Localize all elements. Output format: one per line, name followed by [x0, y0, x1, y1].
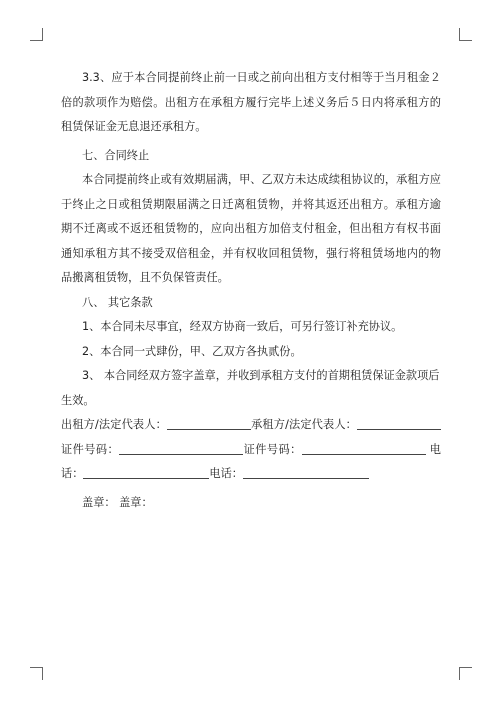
- id-label-part-a: 证: [61, 442, 73, 456]
- section-7-heading: 七、合同终止: [82, 148, 150, 162]
- crop-mark-bottom-left: [30, 667, 43, 680]
- lessor-rep-label: 出租方/法定代表人：: [61, 418, 167, 431]
- lessee-id-blank: [302, 442, 426, 455]
- section-7-body: 本合同提前终止或有效期届满，甲、乙双方未达成续租协议的，承租方应于终止之日或租赁期限届满之日迁离租赁物，并将其返还出租方。承租方逾期不迁离或不返还租赁物的，应向出租方加倍支付租金，但出租方有权书面通知承租方其不接受双倍租金，并有权收回租赁物，强行将租赁场地内的物品搬离租赁物，且不负保管责任。: [61, 173, 441, 284]
- crop-mark-top-left: [30, 28, 43, 41]
- lessee-rep-label: 承租方/法定代表人：: [250, 418, 357, 431]
- lessor-rep-blank: [167, 417, 251, 430]
- clause-item-3: 3、 本合同经双方签字盖章，并收到承租方支付的首期租赁保证金款项后生效。: [61, 369, 440, 407]
- section-8-heading: 八、 其它条款: [82, 295, 153, 309]
- lessee-phone-blank: [243, 466, 369, 479]
- crop-mark-bottom-right: [459, 667, 472, 680]
- lessee-rep-blank: [357, 417, 441, 430]
- phone-label-1: 电话：: [61, 442, 441, 480]
- id-label-part-b: 件号码：: [72, 442, 120, 456]
- stamp-line: 盖章： 盖章：: [82, 495, 153, 509]
- id-label: 证件号码：: [243, 442, 302, 456]
- lessor-phone-blank: [83, 466, 209, 479]
- signature-block: [61, 413, 441, 487]
- lessor-id-blank: [119, 442, 243, 455]
- clause-item-2: 2、本合同一式肆份，甲、乙双方各执贰份。: [82, 344, 302, 358]
- phone-label-2: 电话：: [209, 467, 243, 480]
- clause-3-3: 3.3、应于本合同提前终止前一日或之前向出租方支付相等于当月租金２倍的款项作为赔偿。出租方在承租方履行完毕上述义务后５日内将承租方的租赁保证金无息退还承租方。: [61, 71, 441, 133]
- document-body: [61, 66, 441, 515]
- clause-item-1: 1、本合同未尽事宜，经双方协商一致后，可另行签订补充协议。: [82, 320, 403, 333]
- crop-mark-top-right: [459, 28, 472, 41]
